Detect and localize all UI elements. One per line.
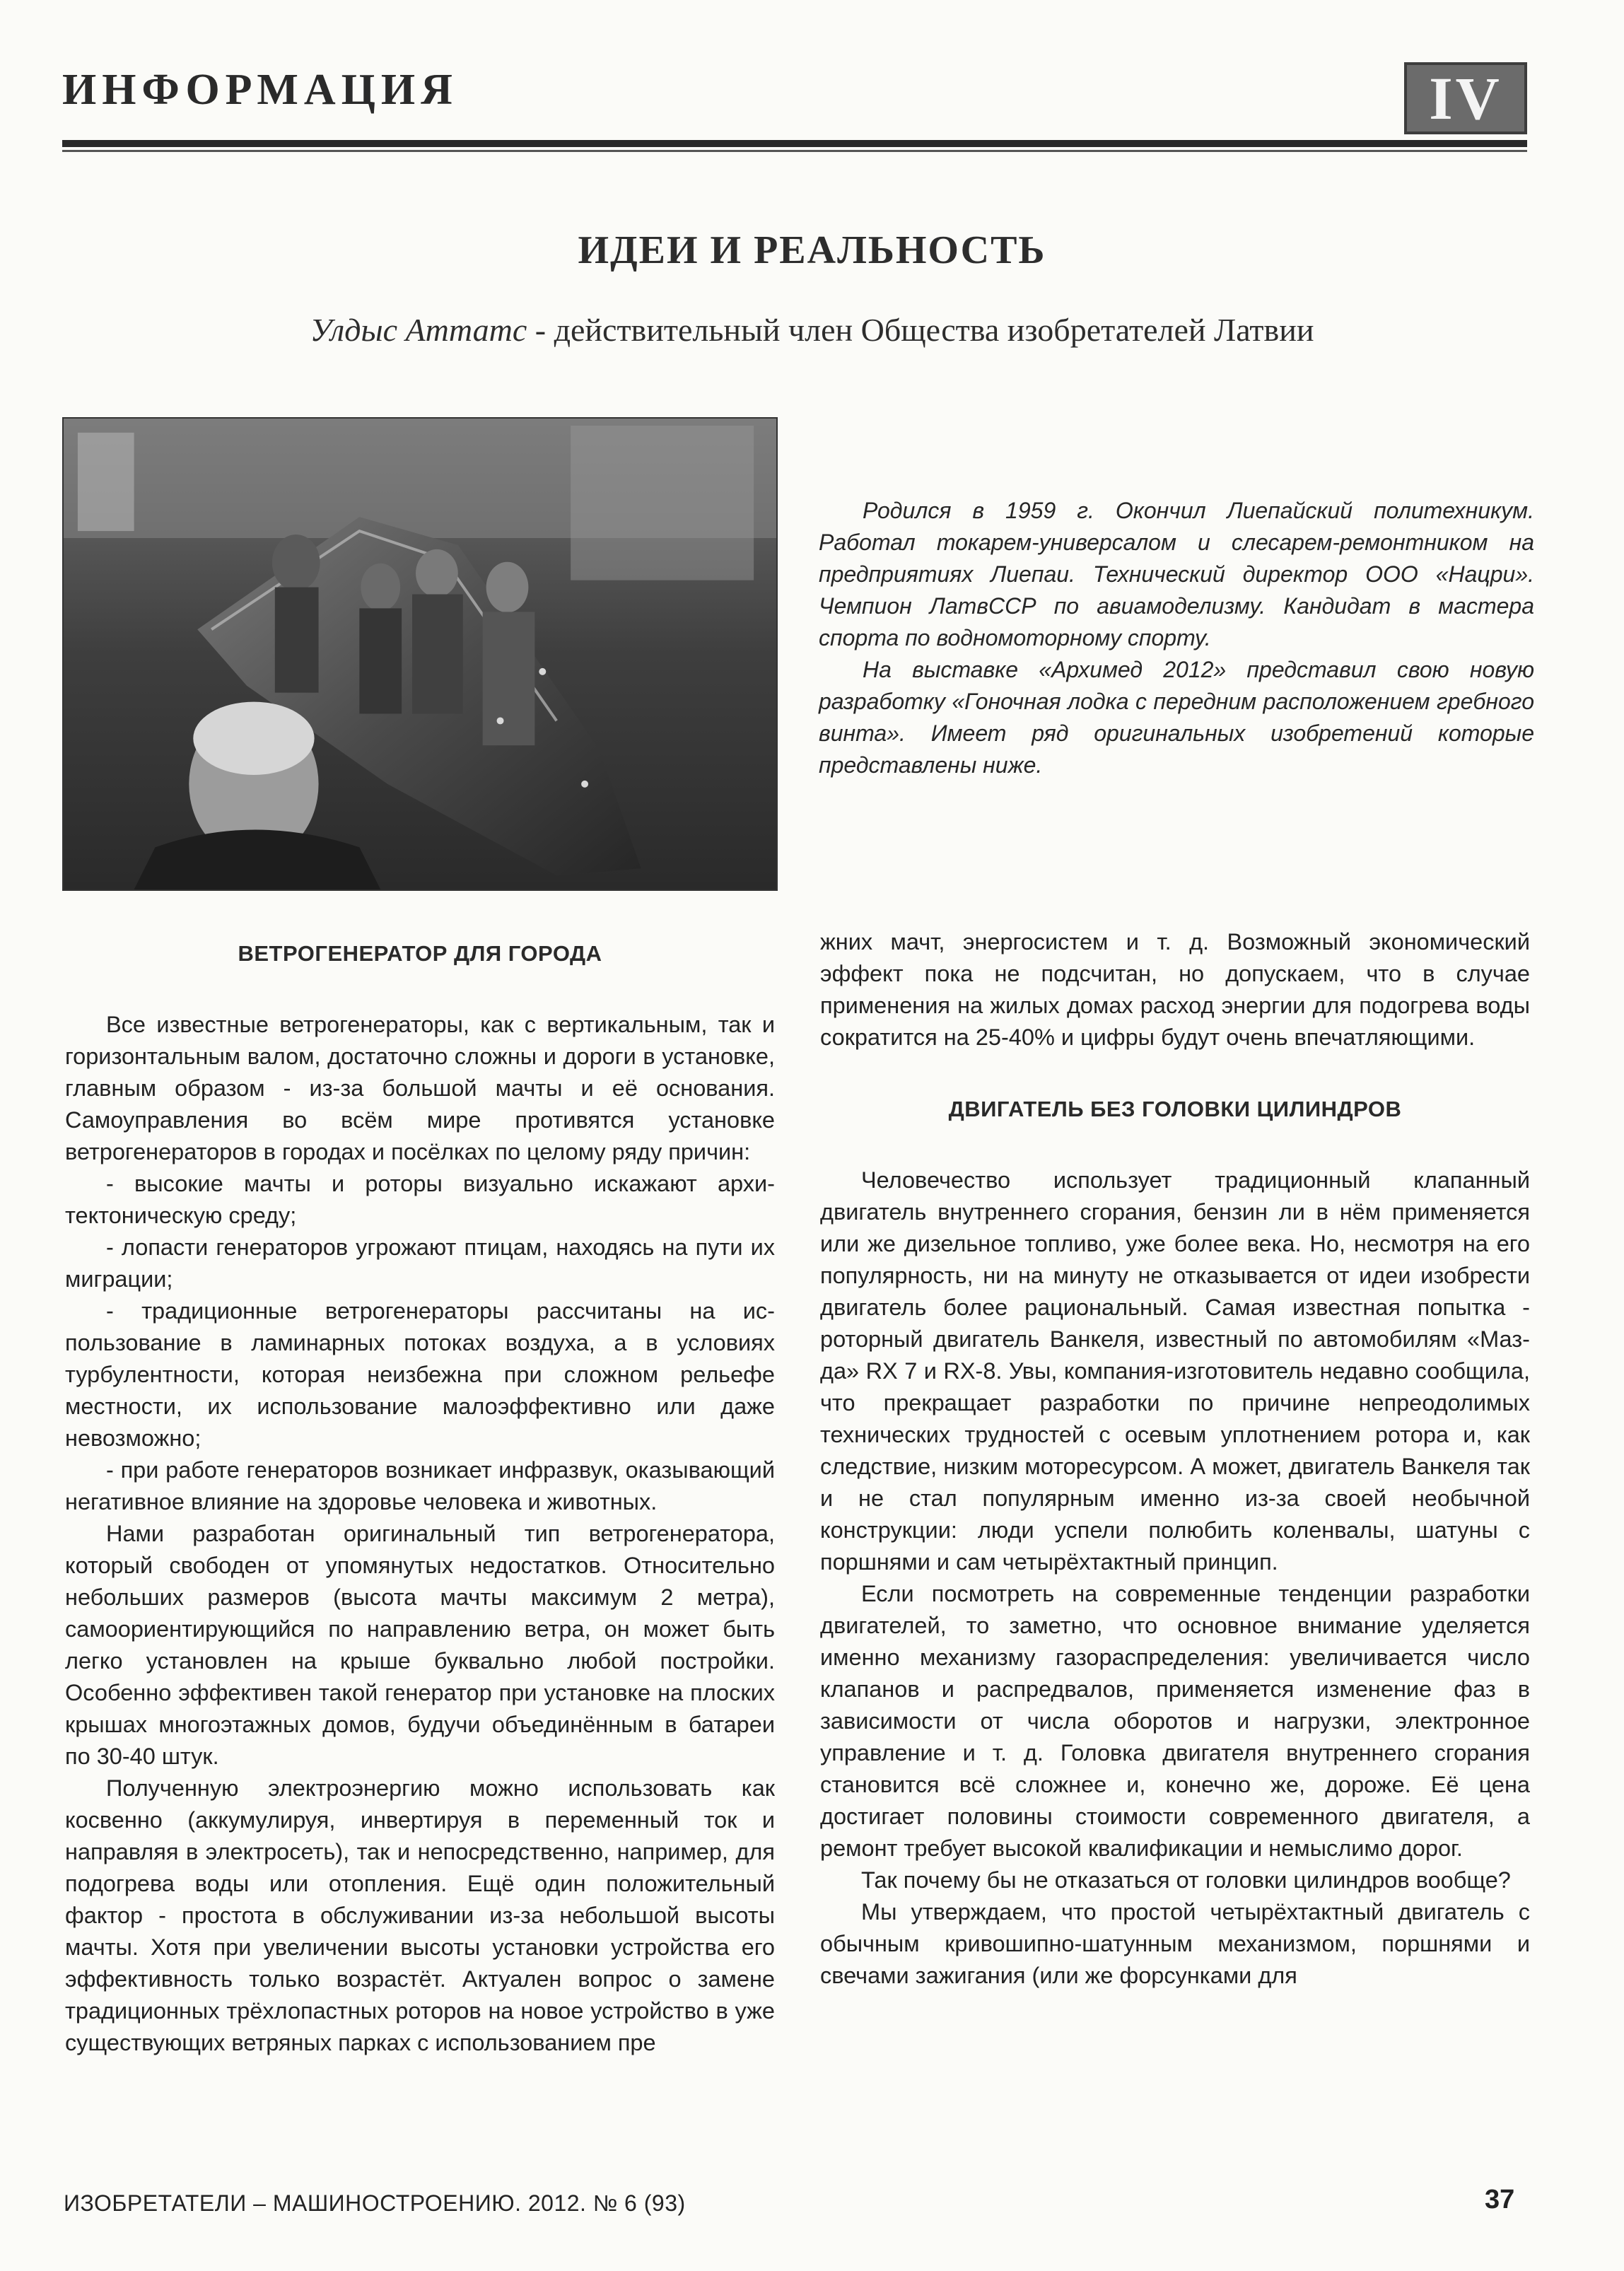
left-column: [65, 926, 775, 2059]
body-paragraph: - традиционные ветрогенераторы рассчитаны на использование в ламинарных потоках воздуха, а в условиях турбулентности, которая неизбежна при сложном рельефе местности, их использование малоэффективно или даже невозможно;: [65, 1298, 775, 1451]
body-paragraph-continuation: жних мачт, энергосистем и т. д. Возможный экономический эффект пока не подсчитан, но допускаем, что в случае применения на жилых домах расход энергии для подогрева воды сократится на 25-40% и цифры будут очень впечатляющими.: [820, 929, 1530, 1050]
header-rule-thin: [62, 150, 1527, 152]
author-bio: [819, 495, 1534, 781]
body-paragraph: Мы утверждаем, что простой четырёхтактный двигатель с обычным кривошипно-шатунным механизмом, поршнями и свечами зажигания (или же форсунками для: [820, 1899, 1530, 1988]
body-paragraph: - высокие мачты и роторы визуально искажают архитектоническую среду;: [65, 1171, 775, 1228]
body-paragraph: - лопасти генераторов угрожают птицам, находясь на пути их миграции;: [65, 1234, 775, 1292]
section-number-badge: IV: [1404, 62, 1527, 134]
body-paragraph: Все известные ветрогенераторы, как с вертикальным, так и горизонтальным валом, достаточно сложны и дороги в установке, главным образом - из-за большой мачты и её основания. Самоуправления во всём мире противятся установке ветрогенераторов в городах и посёлках по целому ряду причин:: [65, 1012, 775, 1164]
photo-boat-and-people: [64, 419, 776, 889]
body-paragraph: Если посмотреть на современные тенденции разработки двигателей, то заметно, что основное внимание уделяется именно механизму газораспределения: увеличивается число клапанов и распредвалов, применяется изменение фаз в зависимости от числа оборотов и нагрузки, электронное управление и т. д. Головка двигателя внутреннего сгорания становится всё сложнее и, конечно же, дороже. Её цена достигает половины стоимости современного двигателя, а ремонт требует высокой квалификации и немыслимо дорог.: [820, 1581, 1530, 1861]
body-paragraph: Нами разработан оригинальный тип ветрогенератора, который свободен от упомянутых недостатков. Относительно небольших размеров (высота мачты максимум 2 метра), самоориентирующийся по направлению ветра, он может быть легко установлен на крыше буквально любой постройки. Особенно эффективен такой генератор при установке на плоских крышах многоэтажных домов, будучи объединённым в батареи по 30-40 штук.: [65, 1521, 775, 1769]
byline: [0, 311, 1624, 349]
section-title: ИНФОРМАЦИЯ: [62, 66, 458, 114]
body-paragraph: Так почему бы не отказаться от головки цилиндров вообще?: [861, 1867, 1511, 1893]
section-heading-engine: ДВИГАТЕЛЬ БЕЗ ГОЛОВКИ ЦИЛИНДРОВ: [948, 1097, 1402, 1121]
page-number: 37: [1485, 2185, 1515, 2214]
bio-paragraph: На выставке «Архимед 2012» представил свою новую разработку «Гоночная лодка с передним расположением гребного винта». Имеет ряд оригинальных изобретений которые представлены ниже.: [819, 657, 1534, 778]
footer-publication: ИЗОБРЕТАТЕЛИ – МАШИНОСТРОЕНИЮ. 2012. № 6 (93): [64, 2190, 686, 2216]
header-rule: [62, 140, 1527, 147]
author-name: Улдыс Аттатс: [310, 312, 527, 348]
article-photo: [62, 417, 778, 891]
body-paragraph: - при работе генераторов возникает инфразвук, оказывающий негативное влияние на здоровье человека и животных.: [65, 1457, 775, 1514]
body-paragraph: Человечество использует традиционный клапанный двигатель внутреннего сгорания, бензин ли в нём применяется или же дизельное топливо, уже более века. Но, несмотря на его популярность, ни на минуту не отказывается от идеи изобрести двигатель более рациональный. Самая известная попытка - роторный двигатель Ванкеля, известный по автомобилям «Мазда» RX 7 и RX-8. Увы, компания-изготовитель недавно сообщила, что прекращает разработки по причине непреодолимых технических трудностей с осевым уплотнением ротора и, как следствие, низким моторесурсом. А может, двигатель Ванкеля так и не стал популярным именно из-за своей необычной конструкции: люди успели полюбить коленвалы, шатуны с поршнями и сам четырёхтактный принцип.: [820, 1167, 1530, 1575]
body-paragraph: Полученную электроэнергию можно использовать как косвенно (аккумулируя, инвертируя в переменный ток и направляя в электросеть), так и непосредственно, например, для подогрева воды или отопления. Ещё один положительный фактор - простота в обслуживании из-за небольшой высоты мачты. Хотя при увеличении высоты установки устройства его эффективность только возрастёт. Актуален вопрос о замене традиционных трёхлопастных роторов на новое устройство в уже существующих ветряных парках с использованием пре: [65, 1775, 775, 2055]
right-column: [820, 926, 1530, 1992]
section-heading-wind-generator: ВЕТРОГЕНЕРАТОР ДЛЯ ГОРОДА: [238, 941, 602, 966]
article-title: ИДЕИ И РЕАЛЬНОСТЬ: [578, 228, 1046, 272]
author-role: - действительный член Общества изобретателей Латвии: [527, 312, 1314, 348]
bio-paragraph: Родился в 1959 г. Окончил Лиепайский политехникум. Работал токарем-универсалом и слесарем-ремонтником на предприятиях Лиепаи. Технический директор ООО «Нацри». Чемпион ЛатвССР по авиамоделизму. Кандидат в мастера спорта по водномоторному спорту.: [819, 498, 1534, 650]
